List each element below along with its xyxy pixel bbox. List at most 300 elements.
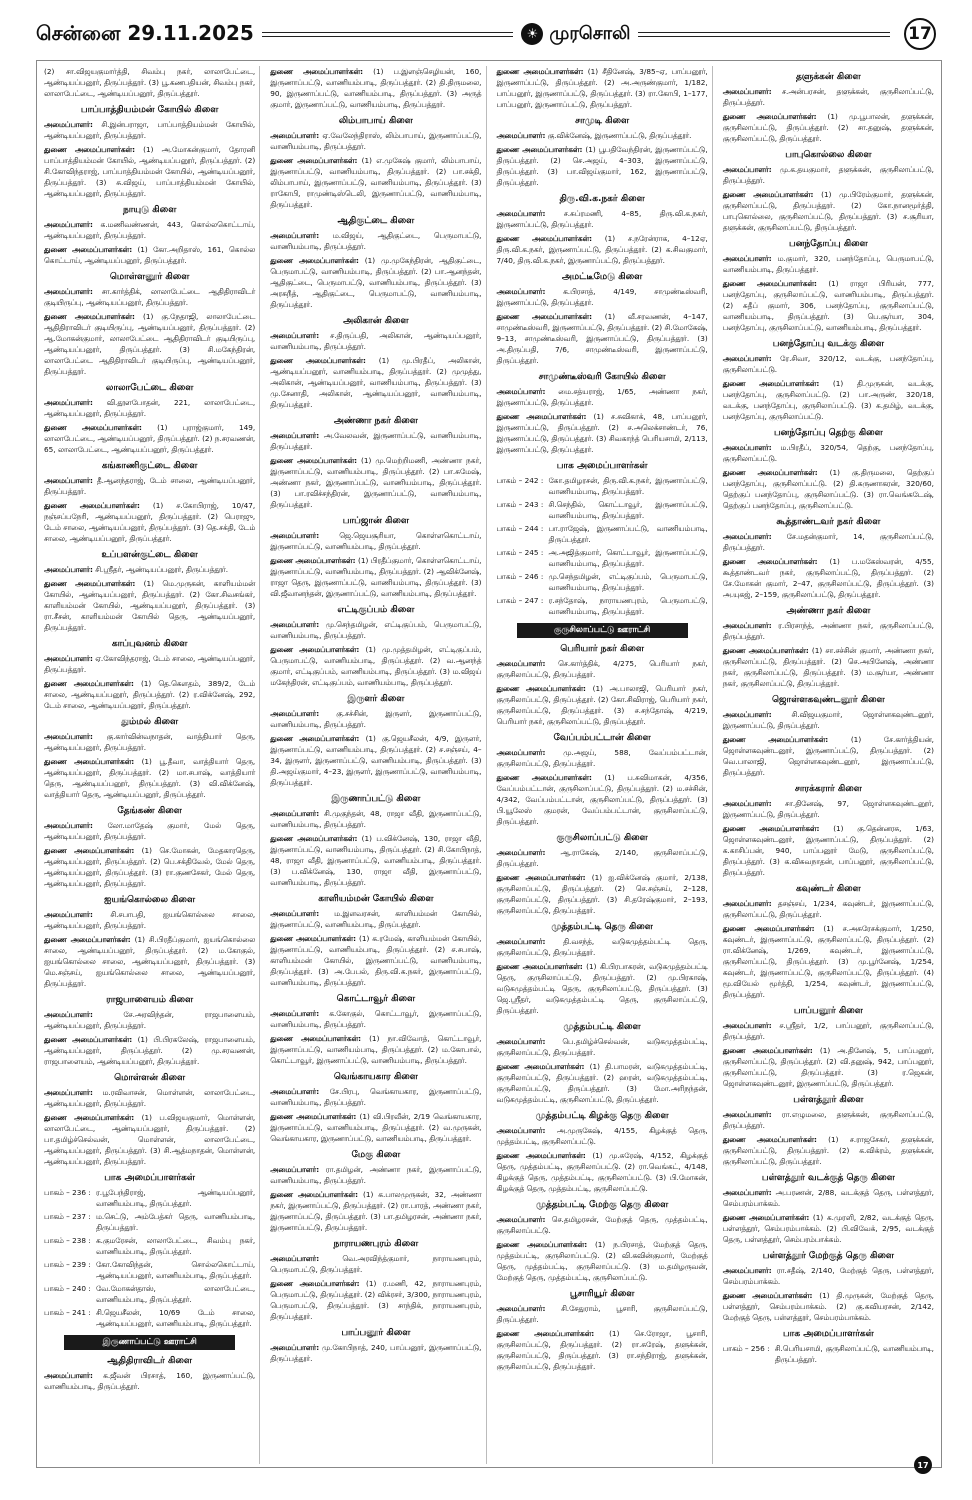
role-label: அமைப்பாளர்: bbox=[44, 287, 93, 296]
organiser-entry bbox=[44, 578, 255, 633]
footer-page-number: 17 bbox=[914, 1456, 932, 1474]
organiser-entry bbox=[44, 119, 255, 141]
role-label: அமைப்பாளர்: bbox=[722, 354, 772, 363]
role-label: அமைப்பாளர்: bbox=[722, 87, 772, 96]
booth-number: பாகம் – 247 : bbox=[496, 596, 544, 605]
role-label: துணை அமைப்பாளர்கள்: bbox=[44, 846, 135, 855]
branch-heading: வேப்பம்பட்டான் கிளை bbox=[553, 733, 651, 743]
organiser-entry bbox=[44, 311, 255, 377]
role-label: துணை அமைப்பாளர்கள்: bbox=[270, 1190, 359, 1199]
organiser-entry bbox=[497, 683, 708, 727]
organiser-entry bbox=[497, 144, 708, 188]
branch-heading: முத்தம்பட்டி தெரு கிளை bbox=[551, 922, 653, 932]
booth-number: பாகம் – 240 : bbox=[44, 1284, 91, 1293]
entry-text: (1) மு.முகேந்திரன், ஆதிகுட்டை, பெருமாபட்டு, வாணியம்பாடி, திருப்பத்தூர். (2) பா.ஆனந்தன், ஆதிகுட்டை, பெருமாபட்டு, வாணியம்பாடி, திருப்பத்தூர். (3) அரசுநீத், ஆதிகுட்டை, பெருமாபட்டு, வாணியம்பாடி, திருப்பத்தூர். bbox=[270, 256, 482, 309]
organiser-entry bbox=[723, 923, 934, 1000]
organiser-entry bbox=[723, 1109, 934, 1131]
role-label: அமைப்பாளர்: bbox=[44, 398, 93, 407]
organiser-entry bbox=[44, 244, 255, 266]
entry-text: (1) அ.தினேஷ், 5, பாப்பனூர், குருசிலாப்பட்டு, திருப்பத்தூர். (2) வி.தனுஷ், 942, பாப்பனூர், குருசிலாப்பட்டு, திருப்பத்தூர். (3) ர.ஜெகன், ஜொள்ளகவுண்டனூர், இருணாப்பட்டு, திருப்பத்தூர். bbox=[722, 1046, 935, 1088]
booth-organiser: கோ.கோவிந்தன், சொல்லகொட்டாய், ஆண்டியப்பனூர், வாணியம்பாடி, திருப்பத்தூர். bbox=[96, 1260, 256, 1280]
role-label: துணை அமைப்பாளர்கள்: bbox=[722, 1135, 817, 1144]
organiser-entry bbox=[497, 130, 708, 141]
organiser-entry bbox=[270, 644, 481, 688]
branch-heading: காப்புவனம் கிளை bbox=[111, 639, 188, 649]
role-label: அமைப்பாளர்: bbox=[270, 1009, 320, 1018]
organiser-entry bbox=[723, 898, 934, 920]
entry-text: சா.கார்த்திக், லாலாபேட்டை ஆதிதிராவிடர் குடியிருப்பு, ஆண்டியப்பனூர், திருப்பத்தூர். bbox=[44, 287, 256, 307]
organiser-entry bbox=[44, 1087, 255, 1109]
organiser-entry bbox=[723, 1265, 934, 1287]
role-label: துணை அமைப்பாளர்கள்: bbox=[722, 379, 820, 388]
role-label: துணை அமைப்பாளர்கள்: bbox=[270, 256, 359, 265]
organiser-entry bbox=[497, 286, 708, 308]
entry-text: (1) ப.மகேஸ்வரன், 4/55, கூத்தாண்டவர் நகர், குருசிலாப்பட்டு, திருப்பத்தூர். (2) சே.மோகன் குமார், 2–47, குருசிலாப்பட்டு, திருப்பத்தூர். (3) அ.யுகஜ், 2–159, குருசிலாப்பட்டு, திருப்பத்தூர். bbox=[722, 557, 934, 599]
role-label: துணை அமைப்பாளர்கள்: bbox=[270, 356, 366, 365]
organiser-entry bbox=[270, 933, 481, 988]
booth-number: பாகம் – 237 : bbox=[44, 1212, 91, 1221]
organiser-entry bbox=[44, 678, 255, 711]
role-label: துணை அமைப்பாளர்கள்: bbox=[44, 935, 131, 944]
page-number-badge: 17 bbox=[904, 18, 936, 50]
role-label: அமைப்பாளர்: bbox=[44, 1371, 93, 1380]
role-label: துணை அமைப்பாளர்கள்: bbox=[44, 757, 135, 766]
panchayat-banner: குருசிலாப்பட்டு ஊராட்சி bbox=[517, 623, 688, 638]
branch-heading: பாக அமைப்பாளர்கள் bbox=[782, 1329, 874, 1339]
organiser-entry bbox=[723, 1290, 934, 1323]
entry-text: (2) சா.விஜயகுமார்த்தி, சிவம்பு நகர், லாலாபேட்டை, ஆண்டியப்பனூர், திருப்பத்தூர். (3) பூ.கணபதியன், சிவம்பு நகர், லாலாபேட்டை, ஆண்டியப்பனூர், திருப்பத்தூர். bbox=[44, 67, 256, 98]
organiser-entry bbox=[723, 531, 934, 553]
entry-text: க.கோகுல், கொட்டாவூர், இருணாப்பட்டு, வாணியம்பாடி, திருப்பத்தூர். bbox=[270, 1009, 482, 1029]
branch-heading: பாக அமைப்பாளர்கள் bbox=[104, 1173, 196, 1183]
entry-text: (1) க.முரளி, 2/82, வடக்குத் தெரு, பள்ளத்தூர், செம்பரம்பாக்கம். (2) பி.விவேக், 2/95, வடக்குத் தெரு, பள்ளத்தூர், செம்பரம்பாக்கம். bbox=[722, 1213, 934, 1244]
entry-text: (1) கு.திருமலை, தெற்குப் பனந்தோப்பு, குருசிலாப்பட்டு. (2) தி.கருணாகரன், 320/60, தெற்குப் பனந்தோப்பு, குருசிலாப்பட்டு. (3) ரா.வெங்கடேஷ், தெற்குப் பனந்தோப்பு, குருசிலாப்பட்டு. bbox=[722, 468, 934, 510]
column-3 bbox=[493, 66, 713, 1464]
role-label: துணை அமைப்பாளர்கள்: bbox=[270, 1034, 362, 1043]
role-label: அமைப்பாளர்: bbox=[722, 1021, 772, 1030]
booth-entry bbox=[497, 475, 708, 497]
booth-organiser: ம.செட்டு, அம்பேத்கர் தெரு, வாணியம்பாடி, திருப்பத்தூர். bbox=[96, 1212, 256, 1232]
column-4 bbox=[719, 66, 938, 1464]
entry-text: சி.சேதுராம், பூசாரி, குருசிலாப்பட்டு, திருப்பத்தூர். bbox=[496, 1304, 708, 1324]
booth-number: பாகம் – 243 : bbox=[496, 500, 544, 509]
role-label: அமைப்பாளர்: bbox=[44, 732, 93, 741]
role-label: அமைப்பாளர்: bbox=[496, 209, 546, 218]
entry-text: (1) ச.நரேன்ராக, 4–12ஏ, திரு.வி.க.நகர், இருணாப்பட்டு, திருப்பத்தூர். (2) க.சிவகுமார், 7/40, திரு.வி.க.நகர், இருணாப்பட்டு, திருப்பத்தூர். bbox=[496, 234, 708, 265]
organiser-entry bbox=[723, 378, 934, 422]
organiser-entry bbox=[270, 1111, 481, 1144]
organiser-entry bbox=[44, 731, 255, 753]
entry-text: ம.ரவிவாசன், மொள்ளன், லாலாபேட்டை, ஆண்டியப்பனூர், திருப்பத்தூர். bbox=[44, 1088, 256, 1108]
role-label: துணை அமைப்பாளர்கள்: bbox=[270, 556, 356, 565]
branch-heading: அமட்டீமேடு கிளை bbox=[561, 272, 643, 282]
role-label: அமைப்பாளர்: bbox=[44, 565, 93, 574]
entry-text: கு.விக்னேஷ், இருணாப்பட்டு, திருப்பத்தூர். bbox=[545, 131, 692, 140]
entry-text: (1) மு.சுரேஷ், 4/152, கிழக்குத் தெரு, முத்தம்பட்டி, குருசிலாப்பட்டு. (2) ரா.வெங்கட், 4/148, கிழக்குத் தெரு, முத்தம்பட்டி, குருசிலாப்பட்டு. (3) பி.மோகன், கிழக்குத் தெரு, முத்தம்பட்டி, குருசிலாப்பட்டு. bbox=[496, 1151, 708, 1193]
branch-heading: ஆதிகுட்டை கிளை bbox=[337, 216, 415, 226]
booth-entry bbox=[497, 499, 708, 521]
role-label: அமைப்பாளர்: bbox=[496, 659, 546, 668]
branch-heading: நாராயணபுரம் கிளை bbox=[333, 1239, 419, 1249]
organiser-entry bbox=[497, 658, 708, 680]
entry-text: (1) ப.சுவிமாகன், 4/356, வேப்பம்பட்டான், குருசிலாப்பட்டு, திருப்பத்தூர். (2) ம.சச்சின், 4/342, வேப்பம்பட்டான், குருசிலாப்பட்டு, திருப்பத்தூர். (3) பி.யூலேஸ் குமரன், வேப்பம்பட்டான், குருசிலாப்பட்டு, திருப்பத்தூர். bbox=[496, 773, 708, 826]
entry-text: (1) க.ரமேஷ், காளியம்மன் கோயில், இருணாப்பட்டு, வாணியம்பாடி, திருப்பத்தூர். (2) ச.சபாஷ், காளியம்மன் கோயில், இருணாப்பட்டு, வாணியம்பாடி, திருப்பத்தூர். (3) அ.பேபல், திரு.வி.க.நகர், இருணாப்பட்டு, வாணியம்பாடி, திருப்பத்தூர். bbox=[270, 934, 482, 987]
branch-heading: பெரியார் நகர் கிளை bbox=[560, 644, 645, 654]
entry-text: க.பிரசாத், 4/149, சாமுண்டீஸ்வரி, இருணாப்பட்டு, திருப்பத்தூர். bbox=[496, 287, 708, 307]
entry-text: (1) வீ.சரவணன், 4–147, சாமுண்டீஸ்வரி, இருணாப்பட்டு, திருப்பத்தூர். (2) சி.மோகேஷ், 9–13, சாமுண்டீஸ்வரி, இருணாப்பட்டு, திருப்பத்தூர். (3) அ.திருப்பதி, 7/6, சாமுண்டீஸ்வரி, இருணாப்பட்டு, திருப்பத்தூர். bbox=[496, 312, 708, 365]
role-label: துணை அமைப்பாளர்கள்: bbox=[270, 1112, 357, 1121]
role-label: அமைப்பாளர்: bbox=[496, 848, 546, 857]
branch-heading: பூசாரியூர் கிளை bbox=[569, 1289, 635, 1299]
entry-text: (1) அ.பாலாஜி, பெரியார் நகர், குருசிலாப்பட்டு, திருப்பத்தூர். (2) கோ.சிவிராஜ், பெரியார் நகர், குருசிலாப்பட்டு, திருப்பத்தூர். (3) ச.சந்தோஷ், 4/219, பெரியார் நகர், குருசிலாப்பட்டு, திருப்பத்தூர். bbox=[496, 684, 708, 726]
organiser-entry bbox=[497, 1150, 708, 1194]
entry-text: (1) மெ.முருகன், காளியம்மன் கோயில், ஆண்டியப்பனூர், திருப்பத்தூர். (2) கோ.சிவசங்கர், காளியம்மன் கோயில், ஆண்டியப்பனூர், திருப்பத்தூர். (3) ரா.சீசன், காளியம்மன் கோயில் தெரு, ஆண்டியப்பனூர், திருப்பத்தூர். bbox=[44, 579, 256, 632]
role-label: அமைப்பாளர்: bbox=[496, 1126, 546, 1135]
entry-text: (1) மு.பூபாலன், தளுக்கன், குருசிலாப்பட்டு, திருப்பத்தூர். (2) சா.தனுஷ், தளுக்கன், குருசிலாப்பட்டு, திருப்பத்தூர். bbox=[722, 112, 934, 143]
role-label: துணை அமைப்பாளர்கள்: bbox=[496, 962, 583, 971]
branch-heading: குருசிலாப்பட்டு கிளை bbox=[556, 833, 648, 843]
organiser-entry bbox=[270, 66, 481, 110]
entry-text: மு.அஜய், 588, வேப்பம்பட்டான், குருசிலாப்பட்டு, திருப்பத்தூர். bbox=[496, 748, 708, 768]
branch-heading: பனந்தோப்பு கிளை bbox=[789, 239, 868, 249]
entry-text: சா.தினேஷ், 97, ஜொள்ளகவுண்டனூர், இருணாப்பட்டு, திருப்பத்தூர். bbox=[722, 799, 934, 819]
entry-text: ரா.தமிழன், அண்ணா நகர், இருணாப்பட்டு, வாணியம்பாடி, திருப்பத்தூர். bbox=[270, 1165, 482, 1185]
paper-name: முரசொலி bbox=[549, 22, 631, 44]
booth-number: பாகம் – 242 : bbox=[496, 476, 544, 485]
entry-text: லோ.மாதேஷ் குமார், மேல் தெரு, ஆண்டியப்பனூர், திருப்பத்தூர். bbox=[44, 821, 256, 841]
branch-heading: தளுக்கன் கிளை bbox=[795, 72, 861, 82]
role-label: துணை அமைப்பாளர்கள்: bbox=[44, 1035, 133, 1044]
organiser-entry bbox=[44, 756, 255, 800]
role-label: அமைப்பாளர்: bbox=[270, 331, 320, 340]
organiser-entry bbox=[497, 386, 708, 408]
entry-text: (1) மு.முத்தமிழன், எட்டிகுப்பம், பெருமாபட்டு, வாணியம்பாடி, திருப்பத்தூர். (2) வ.ஆனந்த் குமார், எட்டிகுப்பம், வாணியம்பாடி, திருப்பத்தூர். (3) ம.விஜய் மகேந்திரன், எட்டிகுப்பம், வாணியம்பாடி, திருப்பத்தூர். bbox=[270, 645, 482, 687]
entry-text: (1) ப.இளஞ்செழியன், 160, இருணாப்பட்டு, வாணியம்பாடி, திருப்பத்தூர். (2) தி.திருமலை, 90, இருணாப்பட்டு, வாணியம்பாடி, திருப்பத்தூர். (3) அருத் குமார், இருணாப்பட்டு, வாணியம்பாடி, திருப்பத்தூர். bbox=[270, 67, 482, 109]
entry-text: சி.விஜயகுமார், ஜொள்ளகவுண்டனூர், இருணாப்பட்டு, திருப்பத்தூர். bbox=[722, 710, 934, 730]
role-label: துணை அமைப்பாளர்கள்: bbox=[270, 645, 360, 654]
entry-text: (1) சீதினேஷ், 3/85–ஏ, பாப்பனூர், இருணாப்பட்டு, திருப்பத்தூர். (2) அ.அருண்குமார், 1/182, பாப்பனூர், இருணாப்பட்டு, திருப்பத்தூர். (3) ரா.கோபி, 1–177, பாப்பனூர், இருணாப்பட்டு, திருப்பத்தூர். bbox=[496, 67, 708, 109]
entry-text: மு.செந்தமிழன், எட்டிகுப்பம், பெருமாபட்டு, வாணியம்பாடி, திருப்பத்தூர். bbox=[270, 620, 482, 640]
organiser-entry bbox=[44, 397, 255, 419]
panchayat-banner: இருணாப்பட்டு ஊராட்சி bbox=[64, 1335, 235, 1350]
entry-text: (1) மு.மெற்றிமணி, அண்ணா நகர், இருணாப்பட்டு, வாணியம்பாடி, திருப்பத்தூர். (2) பா.சுமேஷ், அண்ணா நகர், இருணாப்பட்டு, வாணியம்பாடி, திருப்பத்தூர். (3) பா.ரவிச்சந்திரன், இருணாப்பட்டு, வாணியம்பாடி, திருப்பத்தூர். bbox=[270, 456, 482, 509]
role-label: அமைப்பாளர்: bbox=[496, 131, 546, 140]
booth-entry bbox=[44, 1307, 255, 1329]
entry-text: ம.குமார், 320, பனந்தோப்பு, பெருமாபட்டு, வாணியம்பாடி, திருப்பத்தூர். bbox=[722, 254, 934, 274]
organiser-entry bbox=[723, 1187, 934, 1209]
entry-text: ரா.எழுமலை, தளுக்கன், குருசிலாப்பட்டு, திருப்பத்தூர். bbox=[722, 1110, 934, 1130]
role-label: துணை அமைப்பாளர்கள்: bbox=[44, 145, 135, 154]
organiser-entry bbox=[497, 772, 708, 827]
organiser-entry bbox=[497, 936, 708, 958]
booth-organiser: ர.சந்தோஷ், நாராயணபுரம், பெருமாபட்டு, வாணியம்பாடி, திருப்பத்தூர். bbox=[548, 596, 708, 616]
organiser-entry bbox=[270, 1278, 481, 1322]
organiser-entry bbox=[497, 961, 708, 1016]
organiser-entry bbox=[44, 66, 255, 99]
entry-text: ர.பிரசாந்த், அண்ணா நகர், குருசிலாப்பட்டு, திருப்பத்தூர். bbox=[722, 621, 934, 641]
booth-entry bbox=[44, 1187, 255, 1209]
role-label: துணை அமைப்பாளர்கள்: bbox=[44, 1113, 135, 1122]
role-label: அமைப்பாளர்: bbox=[496, 1215, 546, 1224]
entry-text: சி.சபாபதி, ஐயங்கொல்லை சாலை, ஆண்டியப்பனூர், திருப்பத்தூர். bbox=[44, 910, 256, 930]
organiser-entry bbox=[723, 556, 934, 600]
booth-organiser: கோ.தமிழரசன், திரு.வி.க.நகர், இருணாப்பட்டு, வாணியம்பாடி, திருப்பத்தூர். bbox=[548, 476, 708, 496]
role-label: அமைப்பாளர்: bbox=[722, 1266, 772, 1275]
organiser-entry bbox=[270, 708, 481, 730]
entry-text: கு.சச்சின், இருளர், இருணாப்பட்டு, வாணியம்பாடி, திருப்பத்தூர். bbox=[270, 709, 482, 729]
role-label: துணை அமைப்பாளர்கள்: bbox=[44, 245, 133, 254]
organiser-entry bbox=[723, 620, 934, 642]
role-label: துணை அமைப்பாளர்கள்: bbox=[496, 312, 593, 321]
branch-heading: ஐயங்கொல்லை கிளை bbox=[104, 895, 196, 905]
organiser-entry bbox=[723, 709, 934, 731]
branch-heading: மொள்ளன் கிளை bbox=[114, 1073, 186, 1083]
branch-heading: சாமுடி கிளை bbox=[575, 116, 630, 126]
role-label: துணை அமைப்பாளர்கள்: bbox=[496, 873, 586, 882]
organiser-entry bbox=[270, 1253, 481, 1275]
booth-entry bbox=[497, 571, 708, 593]
organiser-entry bbox=[270, 255, 481, 310]
branch-heading: ஆதிதிராவிடர் கிளை bbox=[107, 1356, 192, 1366]
branch-heading: முத்தம்பட்டி மேற்கு தெரு கிளை bbox=[535, 1200, 669, 1210]
entry-text: பெ.தமிழ்ச்செல்வன், வடுகமுத்தம்பட்டி, குருசிலாப்பட்டு, திருப்பத்தூர். bbox=[496, 1037, 708, 1057]
branch-heading: ஜொள்ளகவுண்டனூர் கிளை bbox=[772, 695, 885, 705]
role-label: அமைப்பாளர்: bbox=[722, 899, 772, 908]
organiser-entry bbox=[44, 500, 255, 544]
organiser-entry bbox=[44, 1009, 255, 1031]
role-label: துணை அமைப்பாளர்கள்: bbox=[496, 1062, 585, 1071]
branch-heading: காளியம்மன் கோயில் கிளை bbox=[318, 894, 434, 904]
organiser-entry bbox=[723, 111, 934, 144]
organiser-entry bbox=[44, 845, 255, 889]
branch-heading: மொள்ளனூர் கிளை bbox=[109, 272, 190, 282]
organiser-entry bbox=[723, 467, 934, 511]
organiser-entry bbox=[270, 1033, 481, 1066]
role-label: அமைப்பாளர்: bbox=[44, 220, 93, 229]
organiser-entry bbox=[44, 219, 255, 241]
sun-logo-icon: ☀ bbox=[521, 23, 543, 45]
organiser-entry bbox=[723, 734, 934, 778]
entry-text: (1) ராஜா பிரியன், 777, பனந்தோப்பு, குருசிலாப்பட்டு, வாணியம்பாடி, திருப்பத்தூர். (2) சுதீப் குமார், 306, பனந்தோப்பு, குருசிலாப்பட்டு, வாணியம்பாடி, திருப்பத்தூர். (3) பெ.சூர்யா, 304, பனந்தோப்பு, குருசிலாப்பட்டு, வாணியம்பாடி, திருப்பத்தூர். bbox=[722, 279, 934, 332]
organiser-entry bbox=[270, 130, 481, 152]
role-label: துணை அமைப்பாளர்கள்: bbox=[44, 501, 140, 510]
branch-heading: முத்தம்பட்டி கிழக்கு தெரு கிளை bbox=[535, 1111, 669, 1121]
role-label: அமைப்பாளர்: bbox=[722, 443, 772, 452]
organiser-entry bbox=[270, 455, 481, 510]
branch-heading: பனந்தோப்பு தெற்கு கிளை bbox=[773, 428, 883, 438]
role-label: அமைப்பாளர்: bbox=[722, 254, 772, 263]
organiser-entry bbox=[270, 808, 481, 830]
entry-text: (1) க.பாலமுருகன், 32, அண்ணா நகர், இருணாப்பட்டு, திருப்பத்தூர். (2) ரா.பாரத், அண்ணா நகர், இருணாப்பட்டு, திருப்பத்தூர். (3) பா.தமிழரசன், அண்ணா நகர், இருணாப்பட்டு, திருப்பத்தூர். bbox=[270, 1190, 482, 1232]
branch-heading: பாப்பனூர் கிளை bbox=[341, 1328, 411, 1338]
branch-heading: கங்காணிகுட்டை கிளை bbox=[101, 461, 198, 471]
role-label: துணை அமைப்பாளர்கள்: bbox=[496, 684, 586, 693]
organiser-entry bbox=[723, 798, 934, 820]
entry-text: (1) புராஜ்குமார், 149, லாலாபேட்டை, ஆண்டியப்பனூர், திருப்பத்தூர். (2) ந.சரவணன், 65, லாலாபேட்டை, ஆண்டியப்பனூர், திருப்பத்தூர். bbox=[44, 423, 256, 454]
entry-text: அ.வேலவன், இருணாப்பட்டு, வாணியம்பாடி, திருப்பத்தூர். bbox=[270, 431, 482, 451]
organiser-entry bbox=[497, 411, 708, 455]
organiser-entry bbox=[270, 1086, 481, 1108]
masthead bbox=[36, 12, 936, 56]
entry-text: செ.தமிழரசன், மேற்குத் தெரு, முத்தம்பட்டி, குருசிலாப்பட்டு. bbox=[496, 1215, 708, 1235]
entry-text: (1) நா.விவோத், கொட்டாவூர், இருணாப்பட்டு, வாணியம்பாடி, திருப்பத்தூர். (2) ம.கோபால், கொட்டாவூர், இருணாப்பட்டு, வாணியம்பாடி, திருப்பத்தூர். bbox=[270, 1034, 482, 1065]
entry-text: சே.மதன்குமார், 14, குருசிலாப்பட்டு, திருப்பத்தூர். bbox=[722, 532, 934, 552]
organiser-entry bbox=[723, 164, 934, 186]
branch-heading: அலிகான் கிளை bbox=[343, 316, 409, 326]
organiser-entry bbox=[497, 847, 708, 869]
role-label: அமைப்பாளர்: bbox=[270, 1343, 320, 1352]
booth-entry bbox=[497, 595, 708, 617]
organiser-entry bbox=[723, 645, 934, 689]
branch-heading: பாப்பனூர் கிளை bbox=[793, 1006, 863, 1016]
entry-text: ஏ.வேலேந்திராஸ், லிம்பாபாய், இருணாப்பட்டு, வாணியம்பாடி, திருப்பத்தூர். bbox=[270, 131, 482, 151]
booth-organiser: சி.பெரியசாமி, குருசிலாப்பட்டு, வாணியம்பாடி, திருப்பத்தூர். bbox=[774, 1344, 934, 1364]
branch-heading: பள்ளத்தூர் கிளை bbox=[793, 1095, 864, 1105]
organiser-entry bbox=[497, 233, 708, 266]
role-label: துணை அமைப்பாளர்கள்: bbox=[722, 1291, 813, 1300]
booth-organiser: அ.அஜித்குமார், கொட்டாவூர், இருணாப்பட்டு, வாணியம்பாடி, திருப்பத்தூர். bbox=[548, 548, 708, 568]
role-label: அமைப்பாளர்: bbox=[270, 1254, 320, 1263]
organiser-entry bbox=[270, 155, 481, 210]
entry-text: ஆ.ராகேஷ், 2/140, குருசிலாப்பட்டு, திருப்பத்தூர். bbox=[496, 848, 708, 868]
booth-entry bbox=[44, 1283, 255, 1305]
entry-text: க.மணிவண்ணன், 443, கொல்லகொட்டாய், ஆண்டியப்பனூர், திருப்பத்தூர். bbox=[44, 220, 256, 240]
entry-text: ச.ஸ்ரீதர், 1/2, பாப்பனூர், குருசிலாப்பட்டு, திருப்பத்தூர். bbox=[722, 1021, 934, 1041]
role-label: அமைப்பாளர்: bbox=[496, 748, 546, 757]
entry-text: தி.வசந்த், வடுகமுத்தம்பட்டி தெரு, குருசிலாப்பட்டு, திருப்பத்தூர். bbox=[496, 937, 708, 957]
entry-text: (1) மு.பிரேம்குமார், தளுக்கன், குருசிலாப்பட்டு, திருப்பத்தூர். (2) கோ.நானமூர்த்தி, பாபுகொல்லை, குருசிலாப்பட்டு, திருப்பத்தூர். (3) ச.சூரியா, தளுக்கன், குருசிலாப்பட்டு, திருப்பத்தூர். bbox=[722, 190, 934, 232]
booth-organiser: சி.ஜெயசீலன், 10/69 டேம் சாலை, ஆண்டியப்பனூர், வாணியம்பாடி, திருப்பத்தூர். bbox=[96, 1308, 256, 1328]
booth-entry bbox=[497, 547, 708, 569]
role-label: துணை அமைப்பாளர்கள்: bbox=[44, 423, 142, 432]
booth-number: பாகம் – 245 : bbox=[496, 548, 544, 557]
organiser-entry bbox=[270, 1008, 481, 1030]
booth-entry bbox=[723, 1343, 934, 1365]
organiser-entry bbox=[44, 564, 255, 575]
organiser-entry bbox=[270, 530, 481, 552]
organiser-entry bbox=[270, 908, 481, 930]
booth-organiser: பா.ராஜேஷ், இருணாப்பட்டு, வாணியம்பாடி, திருப்பத்தூர். bbox=[548, 524, 708, 544]
branch-heading: முத்தம்பட்டி கிளை bbox=[563, 1022, 641, 1032]
entry-text: மு.க.தயகுமார், தளுக்கன், குருசிலாப்பட்டு, திருப்பத்தூர். bbox=[722, 165, 934, 185]
booth-number: பாகம் – 244 : bbox=[496, 524, 544, 533]
booth-number: பாகம் – 236 : bbox=[44, 1188, 91, 1197]
column-2 bbox=[266, 66, 486, 1464]
entry-text: ம.பிரதீப், 320/54, தெற்கு, பனந்தோப்பு, குருசிலாப்பட்டு. bbox=[722, 443, 934, 463]
role-label: துணை அமைப்பாளர்கள்: bbox=[496, 1240, 588, 1249]
entry-text: (1) கு.தென்னரசு, 1/63, ஜொள்ளகவுண்டனூர், இருணாப்பட்டு, திருப்பத்தூர். (2) க.காசிப்பன், 940, பாப்பனூர் மேடு, குருசிலாப்பட்டு, திருப்பத்தூர். (3) க.விசுவநாதன், பாப்பனூர், குருசிலாப்பட்டு, திருப்பத்தூர். bbox=[722, 824, 934, 877]
entry-text: அ.பரணன், 2/88, வடக்குத் தெரு, பள்ளத்தூர், செம்பரம்பாக்கம். bbox=[722, 1188, 934, 1208]
entry-text: ச.அன்பரசன், தளுக்கன், குருசிலாப்பட்டு, திருப்பத்தூர். bbox=[722, 87, 934, 107]
organiser-entry bbox=[497, 1239, 708, 1283]
role-label: துணை அமைப்பாளர்கள்: bbox=[496, 1329, 595, 1338]
organiser-entry bbox=[723, 1020, 934, 1042]
entry-text: (1) தி.பாமரன், வடுகமுத்தம்பட்டி, குருசிலாப்பட்டு, திருப்பத்தூர். (2) ஹரன், வடுகமுத்தம்பட்டி, குருசிலாப்பட்டு, திருப்பத்தூர். (3) மோ.அரிநந்தன், வடுகமுத்தம்பட்டி, குருசிலாப்பட்டு, திருப்பத்தூர். bbox=[496, 1062, 708, 1104]
role-label: துணை அமைப்பாளர்கள்: bbox=[496, 234, 593, 243]
entry-text: (1) அ.மோகன்குமார், தோரனி பாப்பாத்தியம்மன் கோயில், ஆண்டியப்பனூர், திருப்பத்தூர். (2) சி.கோவிந்தராஜ், பாப்பாத்தியம்மன் கோயில், ஆண்டியப்பனூர், திருப்பத்தூர். (3) சு.விஜய், பாப்பாத்தியம்மன் கோயில், ஆண்டியப்பனூர், திருப்பத்தூர். bbox=[44, 145, 256, 198]
branch-heading: லிம்பாபாய் கிளை bbox=[338, 116, 413, 126]
paper-name-block bbox=[521, 23, 630, 46]
entry-text: (1) தி.முருகன், மேற்குத் தெரு, பள்ளத்தூர், செம்பரம்பாக்கம். (2) கு.கவியரசன், 2/142, மேற்குத் தெரு, பள்ளத்தூர், செம்பரம்பாக்கம். bbox=[722, 1291, 934, 1322]
entry-text: சி.ஸ்ரீதர், ஆண்டியப்பனூர், திருப்பத்தூர். bbox=[92, 565, 229, 574]
branch-heading: நாயுடு கிளை bbox=[122, 205, 177, 215]
entry-text: க.ஜீவன் பிரசாத், 160, இருணாப்பட்டு, வாணியம்பாடி, திருப்பத்தூர். bbox=[44, 1371, 256, 1391]
entry-text: (1) வி.பிரவீன், 2/19 வெங்காயகார, இருணாப்பட்டு, வாணியம்பாடி, திருப்பத்தூர். (2) வ.முருகன், வெங்காயகார, இருணாப்பட்டு, வாணியம்பாடி, திருப்பத்தூர். bbox=[270, 1112, 482, 1143]
organiser-entry bbox=[44, 286, 255, 308]
role-label: துணை அமைப்பாளர்கள்: bbox=[270, 1279, 360, 1288]
role-label: துணை அமைப்பாளர்கள்: bbox=[270, 67, 364, 76]
role-label: துணை அமைப்பாளர்கள்: bbox=[270, 456, 358, 465]
role-label: அமைப்பாளர்: bbox=[722, 1110, 772, 1119]
role-label: அமைப்பாளர்: bbox=[270, 231, 320, 240]
organiser-entry bbox=[270, 355, 481, 410]
branch-heading: லாலாபேட்டை கிளை bbox=[105, 383, 194, 393]
branch-heading: இருணாப்பட்டு கிளை bbox=[331, 794, 421, 804]
booth-entry bbox=[44, 1235, 255, 1257]
entry-text: (1) கு.நேதாஜி, லாலாபேட்டை ஆதிதிராவிடர் குடியிருப்பு, ஆண்டியப்பனூர், திருப்பத்தூர். (2) ஆ.மோகன்குமார், லாலாபேட்டை ஆதிதிராவிடர் குடியிருப்பு, ஆண்டியப்பனூர், திருப்பத்தூர். (3) சி.மகேந்திரன், லாலாபேட்டை ஆதிதிராவிடர் குடியிருப்பு, ஆண்டியப்பனூர், திருப்பத்தூர். bbox=[44, 312, 256, 376]
entry-text: ஏ.கோவிந்தராஜ், டேம் சாலை, ஆண்டியப்பனூர், திருப்பத்தூர். bbox=[44, 654, 256, 674]
booth-organiser: சி.செந்தில், கொட்டாவூர், இருணாப்பட்டு, வாணியம்பாடி, திருப்பத்தூர். bbox=[548, 500, 708, 520]
entry-text: சே.அரவிந்தன், ராஜபாளையம், ஆண்டியப்பனூர், திருப்பத்தூர். bbox=[44, 1010, 256, 1030]
role-label: துணை அமைப்பாளர்கள்: bbox=[722, 1046, 813, 1055]
organiser-entry bbox=[44, 820, 255, 842]
booth-organiser: வே.மோகன்தாஸ், லாலாபேட்டை, வாணியம்பாடி, திருப்பத்தூர். bbox=[96, 1284, 256, 1304]
organiser-entry bbox=[44, 653, 255, 675]
entry-text: ச.சுப்ரமணி, 4–85, திரு.வி.க.நகர், இருணாப்பட்டு, திருப்பத்தூர். bbox=[496, 209, 708, 229]
booth-entry bbox=[44, 1211, 255, 1233]
entry-text: செ.கார்த்திக், 4/275, பெரியார் நகர், குருசிலாப்பட்டு, திருப்பத்தூர். bbox=[496, 659, 708, 679]
booth-number: பாகம் – 241 : bbox=[44, 1308, 91, 1317]
organiser-entry bbox=[44, 1034, 255, 1067]
role-label: துணை அமைப்பாளர்கள்: bbox=[496, 412, 587, 421]
role-label: அமைப்பாளர்: bbox=[270, 1165, 320, 1174]
branch-heading: தேங்கண் கிளை bbox=[117, 806, 182, 816]
organiser-entry bbox=[723, 86, 934, 108]
role-label: அமைப்பாளர்: bbox=[270, 809, 320, 818]
branch-heading: அண்ணா நகர் கிளை bbox=[333, 416, 418, 426]
entry-text: (1) பூபதிவேந்திரன், இருணாப்பட்டு, திருப்பத்தூர். (2) செ.அஜய், 4–303, இருணாப்பட்டு, திருப்பத்தூர். (3) பா.விஜய்குமார், 162, இருணாப்பட்டு, திருப்பத்தூர். bbox=[496, 145, 708, 187]
role-label: அமைப்பாளர்: bbox=[44, 1010, 93, 1019]
role-label: அமைப்பாளர்: bbox=[722, 532, 772, 541]
booth-entry bbox=[497, 523, 708, 545]
masthead-rule-left bbox=[262, 32, 514, 37]
branch-heading: வெங்காயகார கிளை bbox=[333, 1072, 418, 1082]
organiser-entry bbox=[270, 619, 481, 641]
entry-text: (1) செ.ரோஜா, பூசாரி, குருசிலாப்பட்டு, திருப்பத்தூர். (2) ரா.சுரேஷ், தளுக்கன், குருசிலாப்பட்டு, திருப்பத்தூர். (3) ரா.சந்திராஜ், தளுக்கன், குருசிலாப்பட்டு, திருப்பத்தூர். bbox=[496, 1329, 708, 1371]
role-label: அமைப்பாளர்: bbox=[722, 621, 772, 630]
organiser-entry bbox=[270, 330, 481, 352]
role-label: துணை அமைப்பாளர்கள்: bbox=[722, 646, 809, 655]
booth-number: பாகம் – 239 : bbox=[44, 1260, 91, 1269]
booth-number: பாகம் – 238 : bbox=[44, 1236, 91, 1245]
organiser-entry bbox=[270, 555, 481, 599]
branch-heading: சாரக்கரார் கிளை bbox=[794, 784, 862, 794]
role-label: துணை அமைப்பாளர்கள்: bbox=[270, 734, 360, 743]
organiser-entry bbox=[723, 189, 934, 233]
entry-text: தசஞ்சய், 1/234, கவுண்டர், இருணாப்பட்டு, குருசிலாப்பட்டு, திருப்பத்தூர். bbox=[722, 899, 934, 919]
branch-heading: உப்பளன்குட்டை கிளை bbox=[101, 550, 198, 560]
role-label: துணை அமைப்பாளர்கள்: bbox=[722, 279, 817, 288]
columns bbox=[40, 66, 938, 1464]
role-label: அமைப்பாளர்: bbox=[270, 909, 320, 918]
masthead-rule-right bbox=[638, 32, 890, 37]
branch-heading: பாபுகொல்லை கிளை bbox=[785, 150, 872, 160]
entry-text: (1) ப.விஜயகுமார், மொள்ளன், லாலாபேட்டை, ஆண்டியப்பனூர், திருப்பத்தூர். (2) பா.தமிழ்ச்செல்வன், மொள்ளன், லாலாபேட்டை, ஆண்டியப்பனூர், திருப்பத்தூர். (3) சி.ஆத்மநாதன், மொள்ளன், ஆண்டியப்பனூர், திருப்பத்தூர். bbox=[44, 1113, 256, 1166]
entry-text: (1) மு.பிரதீப், அலிகான், ஆண்டியப்பனூர், வாணியம்பாடி, திருப்பத்தூர். (2) முமுத்து, அலிகான், ஆண்டியப்பனூர், வாணியம்பாடி, திருப்பத்தூர். (3) மு.சேனாதி, அலிகான், ஆண்டியப்பனூர், வாணியம்பாடி, திருப்பத்தூர். bbox=[270, 356, 482, 409]
role-label: அமைப்பாளர்: bbox=[270, 431, 320, 440]
entry-text: வி.தூளபோதன், 221, லாலாபேட்டை, ஆண்டியப்பனூர், திருப்பத்தூர். bbox=[44, 398, 256, 418]
branch-heading: கொட்டாவூர் கிளை bbox=[336, 994, 416, 1004]
